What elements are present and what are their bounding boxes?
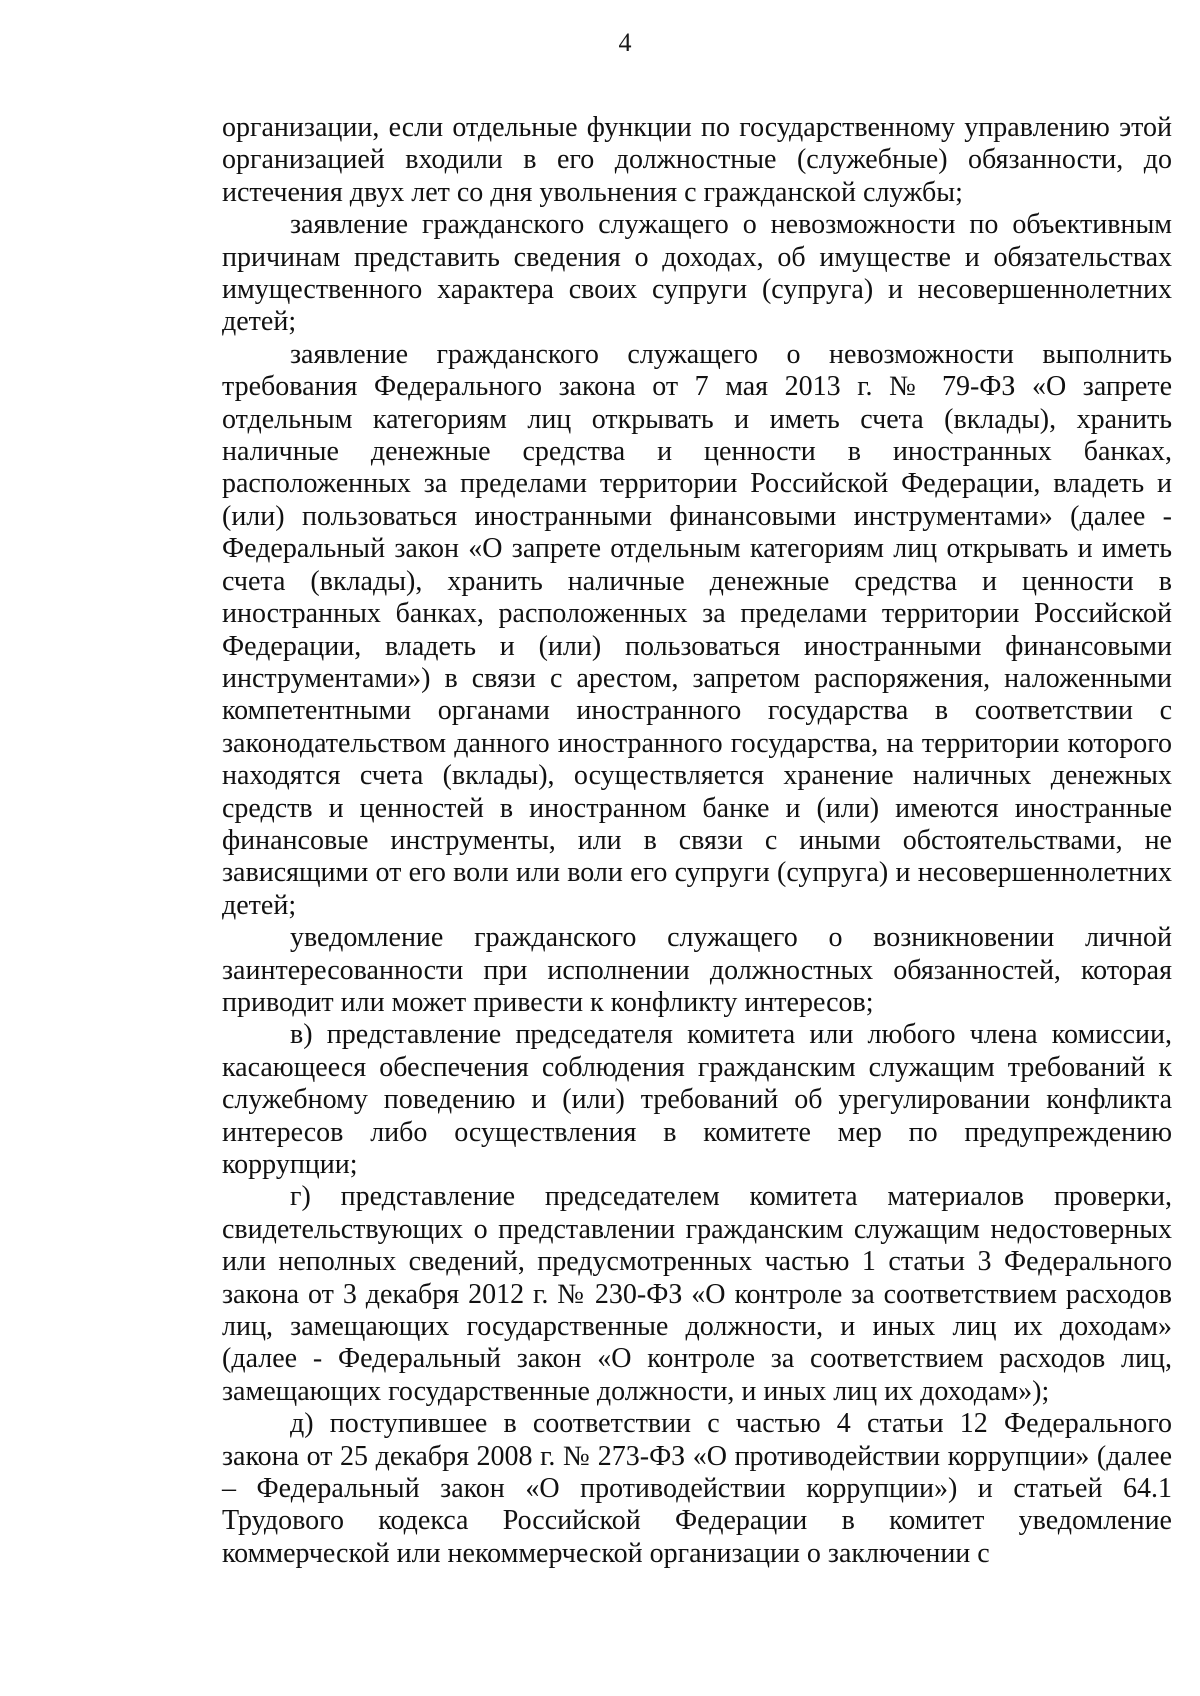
paragraph-item-g: г) представление председателем комитета материалов проверки, свидетельствующих о представлении гражданским служащим недостоверных или неполных сведений, предусмотренных частью 1 статьи 3 Федерального закона от 3 декабря 2012 г. № 230-ФЗ «О контроле за соответствием расходов лиц, замещающих государственные должности, и иных лиц их доходам» (далее - Федеральный закон «О контроле за соответствием расходов лиц, замещающих государственные должности, и иных лиц их доходам»); [222, 1181, 1172, 1407]
paragraph-statement-objective-reasons: заявление гражданского служащего о невозможности по объективным причинам представить сведения о доходах, об имуществе и обязательствах имущественного характера своих супруги (супруга) и несовершеннолетних детей; [222, 209, 1172, 338]
paragraph-statement-federal-law-79: заявление гражданского служащего о невозможности выполнить требования Федерального закона от 7 мая 2013 г. № 79-ФЗ «О запрете отдельным категориям лиц открывать и иметь счета (вклады), хранить наличные денежные средства и ценности в иностранных банках, расположенных за пределами территории Российской Федерации, владеть и (или) пользоваться иностранными финансовыми инструментами» (далее - Федеральный закон «О запрете отдельным категориям лиц открывать и иметь счета (вклады), хранить наличные денежные средства и ценности в иностранных банках, расположенных за пределами территории Российской Федерации, владеть и (или) пользоваться иностранными финансовыми инструментами») в связи с арестом, запретом распоряжения, наложенными компетентными органами иностранного государства в соответствии с законодательством данного иностранного государства, на территории которого находятся счета (вклады), осуществляется хранение наличных денежных средств и ценностей в иностранном банке и (или) имеются иностранные финансовые инструменты, или в связи с иными обстоятельствами, не зависящими от его воли или воли его супруги (супруга) и несовершеннолетних детей; [222, 338, 1172, 921]
paragraph-continuation: организации, если отдельные функции по государственному управлению этой организацией входили в его должностные (служебные) обязанности, до истечения двух лет со дня увольнения с гражданской службы; [222, 112, 1172, 208]
paragraph-notification-conflict-of-interest: уведомление гражданского служащего о возникновении личной заинтересованности при исполнении должностных обязанностей, которая приводит или может привести к конфликту интересов; [222, 922, 1172, 1018]
document-body [222, 112, 1172, 1570]
page-number: 4 [618, 28, 632, 57]
paragraph-item-v: в) представление председателя комитета или любого члена комиссии, касающееся обеспечения соблюдения гражданским служащим требований к служебному поведению и (или) требований об урегулировании конфликта интересов либо осуществления в комитете мер по предупреждению коррупции; [222, 1019, 1172, 1180]
paragraph-item-d: д) поступившее в соответствии с частью 4 статьи 12 Федерального закона от 25 декабря 2008 г. № 273-ФЗ «О противодействии коррупции» (далее – Федеральный закон «О противодействии коррупции») и статьей 64.1 Трудового кодекса Российской Федерации в комитет уведомление коммерческой или некоммерческой организации о заключении с [222, 1408, 1172, 1569]
